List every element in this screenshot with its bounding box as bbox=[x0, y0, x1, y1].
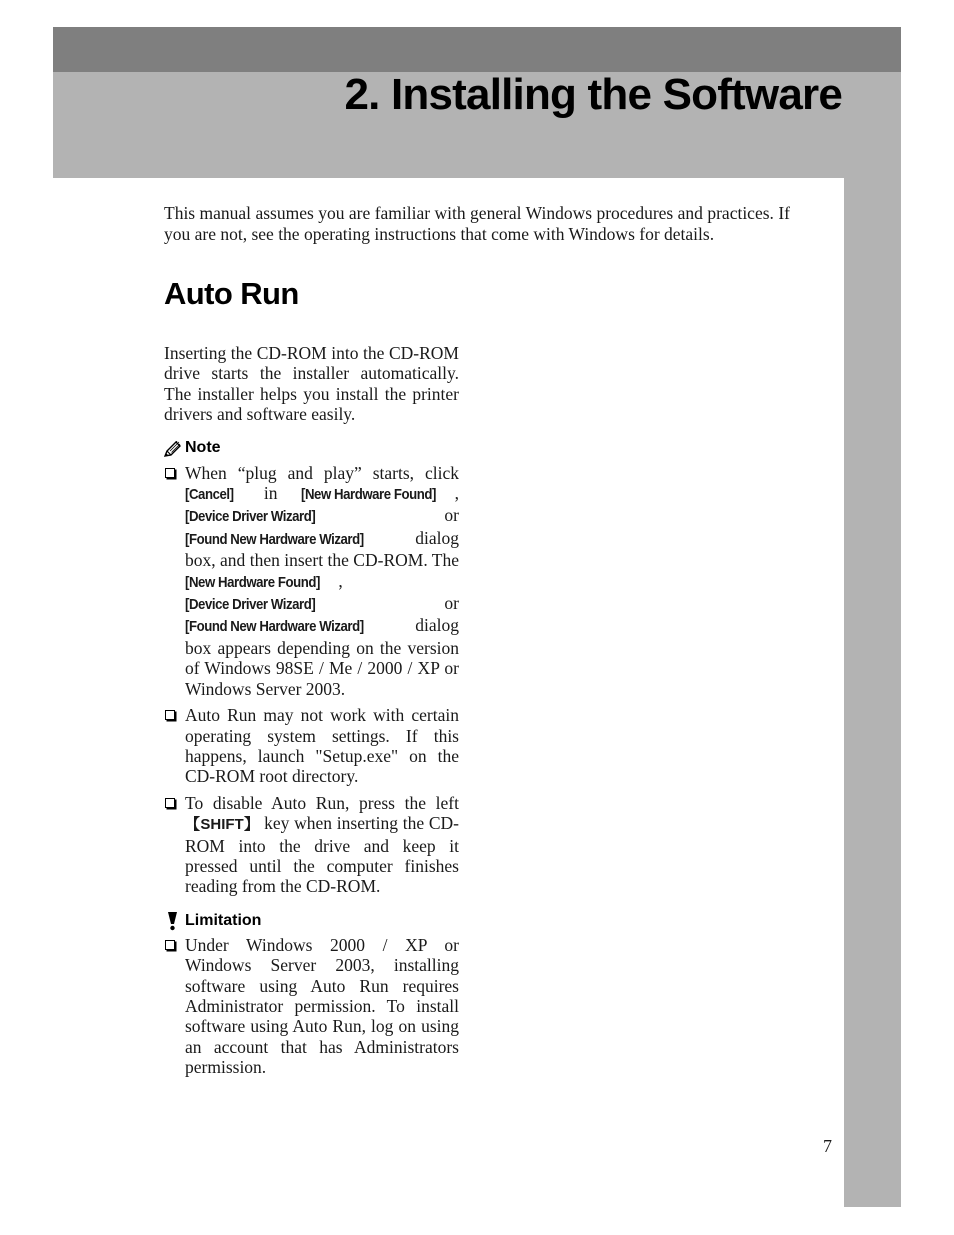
section-title: Auto Run bbox=[164, 276, 299, 311]
page-number: 7 bbox=[823, 1136, 832, 1156]
ui-label: [Found New Hardware Wizard] bbox=[185, 618, 364, 636]
ui-label: [Device Driver Wizard] bbox=[185, 596, 316, 614]
ui-label: [Device Driver Wizard] bbox=[185, 508, 316, 526]
intro-paragraph: This manual assumes you are familiar with general Windows procedures and practices. If you are not, see the operating instructions that come with Windows for details. bbox=[164, 203, 790, 244]
note-heading bbox=[164, 439, 459, 459]
list-item: Under Windows 2000 / XP or Windows Server 2003, installing software using Auto Run requires Administrator permission. To install software using Auto Run, log on using an account that has Administrators permission. bbox=[164, 935, 459, 1078]
limitation-list bbox=[164, 935, 459, 1078]
checkbox-bullet-icon bbox=[165, 468, 175, 478]
list-item: To disable Auto Run, press the left 【SHIFT】 key when inserting the CD-ROM into the drive and keep it pressed until the computer finishes reading from the CD-ROM. bbox=[164, 793, 459, 897]
list-item: When “plug and play” starts, click [Cancel] in [New Hardware Found] , [Device Driver Wizard] or [Found New Hardware Wizard] dialog box, and then insert the CD-ROM. The [New Hardware Found] , [Device Driver Wizard] or [Found New Hardware Wizard] dialog box appears depending on the version of Windows 98SE / Me / 2000 / XP or Windows Server 2003. bbox=[164, 463, 459, 699]
ui-label: [New Hardware Found] bbox=[185, 573, 320, 591]
ui-label: [New Hardware Found] bbox=[301, 486, 437, 504]
note-label: Note bbox=[185, 439, 221, 457]
side-thumb-band bbox=[844, 178, 901, 1207]
ui-label: [Cancel] bbox=[185, 486, 234, 504]
note-list bbox=[164, 463, 459, 897]
list-item: Auto Run may not work with certain operating system settings. If this happens, launch "Setup.exe" on the CD-ROM root directory. bbox=[164, 705, 459, 787]
checkbox-bullet-icon bbox=[165, 940, 175, 950]
pencil-icon bbox=[164, 441, 181, 457]
main-column bbox=[164, 343, 459, 1084]
section-body: Inserting the CD-ROM into the CD-ROM drive starts the installer automatically. The installer helps you install the printer drivers and software easily. bbox=[164, 343, 459, 425]
exclamation-icon bbox=[164, 911, 181, 931]
limitation-heading bbox=[164, 911, 459, 931]
header-top-band bbox=[53, 27, 901, 72]
chapter-title: 2. Installing the Software bbox=[344, 70, 842, 119]
checkbox-bullet-icon bbox=[165, 710, 175, 720]
ui-label: [Found New Hardware Wizard] bbox=[185, 530, 364, 548]
key-label: 【SHIFT】 bbox=[185, 816, 260, 834]
checkbox-bullet-icon bbox=[165, 798, 175, 808]
limitation-label: Limitation bbox=[185, 911, 262, 929]
